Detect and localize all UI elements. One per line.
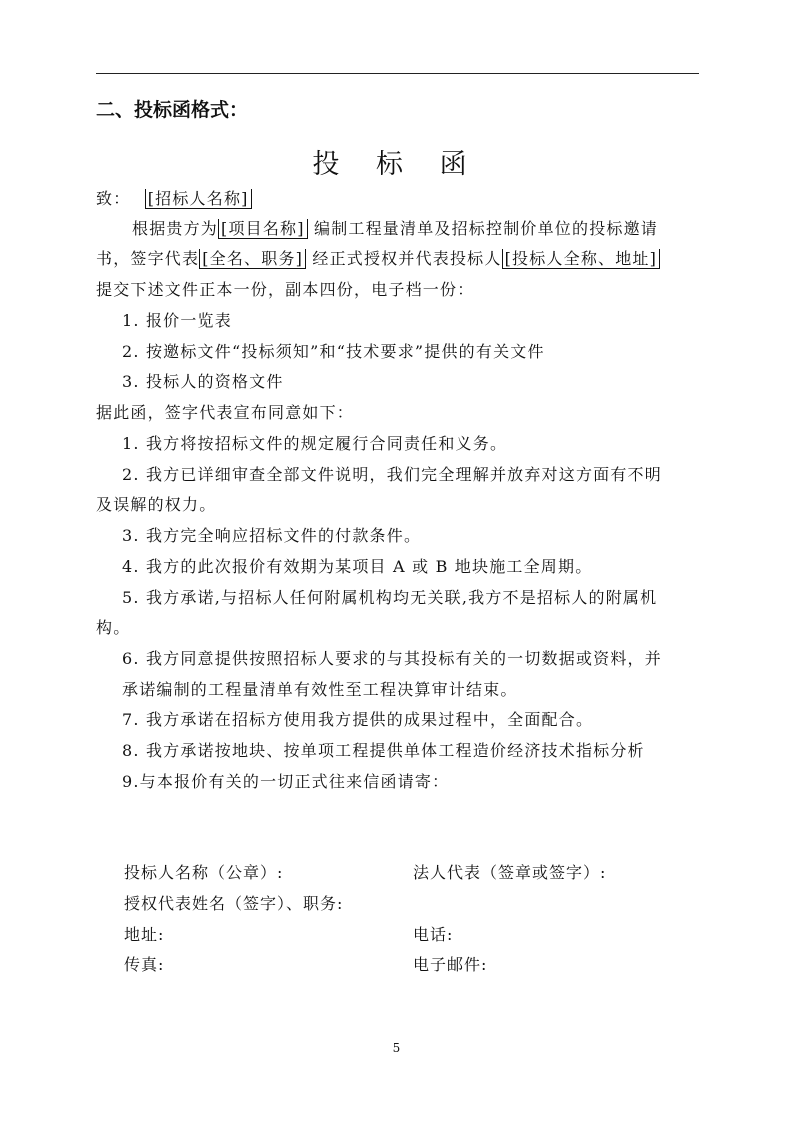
signatory-field: [全名、职务] xyxy=(199,249,306,269)
section-heading: 二、投标函格式： xyxy=(96,99,249,121)
document-title: 投 标 函 xyxy=(312,149,481,180)
page-number: 5 xyxy=(392,1041,401,1055)
intro-text-d: 经正式授权并代表投标人 xyxy=(306,249,502,268)
signature-legal-rep: 法人代表（签章或签字）: xyxy=(413,863,607,882)
signature-address: 地址: xyxy=(124,925,165,944)
bidder-field: [投标人全称、地址] xyxy=(502,249,661,269)
commitment-5-line-1: 5. 我方承诺,与招标人任何附属机构均无关联,我方不是招标人的附属机 xyxy=(122,588,658,607)
signature-fax: 传真: xyxy=(124,955,165,974)
document-item-1: 1. 报价一览表 xyxy=(122,311,232,330)
commitment-9: 9.与本报价有关的一切正式往来信函请寄： xyxy=(122,772,450,791)
signature-bidder-name: 投标人名称（公章）: xyxy=(124,863,284,882)
signature-phone: 电话: xyxy=(413,925,454,944)
addressee-prefix: 致： xyxy=(96,189,131,208)
commitment-2-line-2: 及误解的权力。 xyxy=(96,495,217,514)
document-item-2: 2. 按邀标文件“投标须知”和“技术要求”提供的有关文件 xyxy=(122,342,545,361)
commitment-2-line-1: 2. 我方已详细审查全部文件说明，我们完全理解并放弃对这方面有不明 xyxy=(122,465,662,484)
commitment-5-line-2: 构。 xyxy=(96,618,131,637)
commitment-4: 4. 我方的此次报价有效期为某项目 A 或 B 地块施工全周期。 xyxy=(122,557,593,576)
intro-line-1 xyxy=(132,218,658,240)
document-item-3: 3. 投标人的资格文件 xyxy=(122,372,284,391)
commitment-6-line-1: 6. 我方同意提供按照招标人要求的与其投标有关的一切数据或资料，并 xyxy=(122,649,662,668)
intro-line-3: 提交下述文件正本一份，副本四份，电子档一份： xyxy=(96,280,475,299)
intro-text-c: 书，签字代表 xyxy=(96,249,200,268)
commitment-7: 7. 我方承诺在招标方使用我方提供的成果过程中，全面配合。 xyxy=(122,710,594,729)
project-name-field: [项目名称] xyxy=(218,219,308,239)
declaration-intro: 据此函，签字代表宣布同意如下： xyxy=(96,403,355,422)
header-rule xyxy=(96,73,699,74)
intro-text-b: 编制工程量清单及招标控制价单位的投标邀请 xyxy=(307,219,658,238)
addressee-field: [招标人名称] xyxy=(145,189,252,209)
commitment-3: 3. 我方完全响应招标文件的付款条件。 xyxy=(122,526,422,545)
commitment-6-line-2: 承诺编制的工程量清单有效性至工程决算审计结束。 xyxy=(122,680,518,699)
intro-text-a: 根据贵方为 xyxy=(132,219,219,238)
signature-email: 电子邮件: xyxy=(413,955,488,974)
commitment-1: 1. 我方将按招标文件的规定履行合同责任和义务。 xyxy=(122,434,508,453)
signature-authorized-rep: 授权代表姓名（签字）、职务: xyxy=(124,894,344,913)
addressee-line xyxy=(96,188,252,210)
intro-line-2 xyxy=(96,248,660,270)
commitment-8: 8. 我方承诺按地块、按单项工程提供单体工程造价经济技术指标分析 xyxy=(122,741,645,760)
